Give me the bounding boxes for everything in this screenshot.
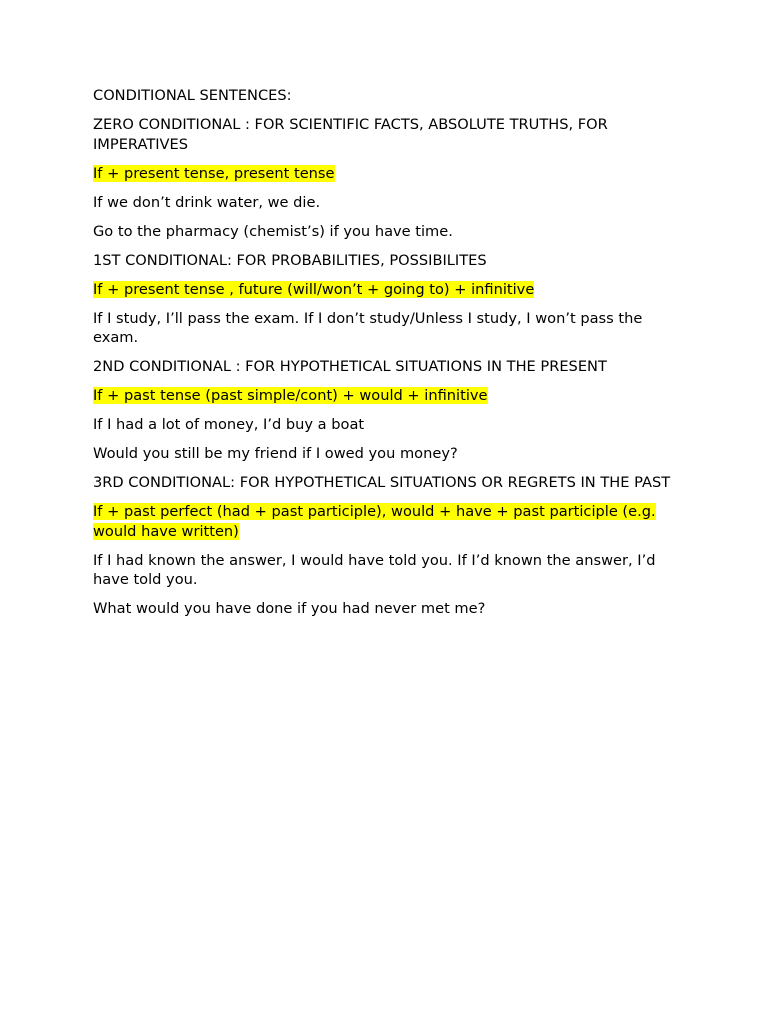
- heading-first-conditional: [93, 251, 678, 271]
- paragraph-text: 3RD CONDITIONAL: FOR HYPOTHETICAL SITUATIONS OR REGRETS IN THE PAST: [93, 474, 671, 491]
- paragraph-text: If I had known the answer, I would have told you. If I’d known the answer, I’d have told you.: [93, 551, 656, 588]
- example-sentence: [93, 309, 678, 348]
- example-sentence: [93, 444, 678, 464]
- paragraph-text: Go to the pharmacy (chemist’s) if you have time.: [93, 222, 453, 240]
- paragraph-text: If I study, I’ll pass the exam. If I don’t study/Unless I study, I won’t pass the exam.: [93, 309, 643, 346]
- paragraph-text: If I had a lot of money, I’d buy a boat: [93, 416, 365, 433]
- heading-zero-conditional: [93, 115, 678, 154]
- paragraph-text: If we don’t drink water, we die.: [93, 193, 321, 211]
- paragraph-text: ZERO CONDITIONAL : FOR SCIENTIFIC FACTS, ABSOLUTE TRUTHS, FOR IMPERATIVES: [93, 116, 608, 153]
- formula-zero-conditional: [93, 164, 678, 184]
- highlighted-text: If + present tense , future (will/won’t + going to) + infinitive: [93, 280, 535, 298]
- paragraph-text: Would you still be my friend if I owed you money?: [93, 445, 458, 462]
- formula-first-conditional: [93, 280, 678, 300]
- formula-second-conditional: [93, 386, 678, 406]
- heading-conditional-sentences: [93, 86, 678, 106]
- paragraph-text: CONDITIONAL SENTENCES:: [93, 87, 292, 104]
- example-sentence: [93, 222, 678, 242]
- highlighted-text: If + past tense (past simple/cont) + would + infinitive: [93, 387, 488, 404]
- paragraph-text: What would you have done if you had never met me?: [93, 600, 486, 617]
- paragraph-text: 1ST CONDITIONAL: FOR PROBABILITIES, POSSIBILITES: [93, 251, 487, 269]
- formula-third-conditional: [93, 502, 678, 541]
- heading-third-conditional: [93, 473, 678, 493]
- highlighted-text: If + past perfect (had + past participle), would + have + past participle (e.g. would have written): [93, 503, 656, 540]
- example-sentence: [93, 599, 678, 619]
- heading-second-conditional: [93, 357, 678, 377]
- example-sentence: [93, 551, 678, 590]
- document-body: [93, 86, 678, 628]
- paragraph-text: 2ND CONDITIONAL : FOR HYPOTHETICAL SITUATIONS IN THE PRESENT: [93, 358, 607, 375]
- example-sentence: [93, 415, 678, 435]
- highlighted-text: If + present tense, present tense: [93, 164, 335, 182]
- example-sentence: [93, 193, 678, 213]
